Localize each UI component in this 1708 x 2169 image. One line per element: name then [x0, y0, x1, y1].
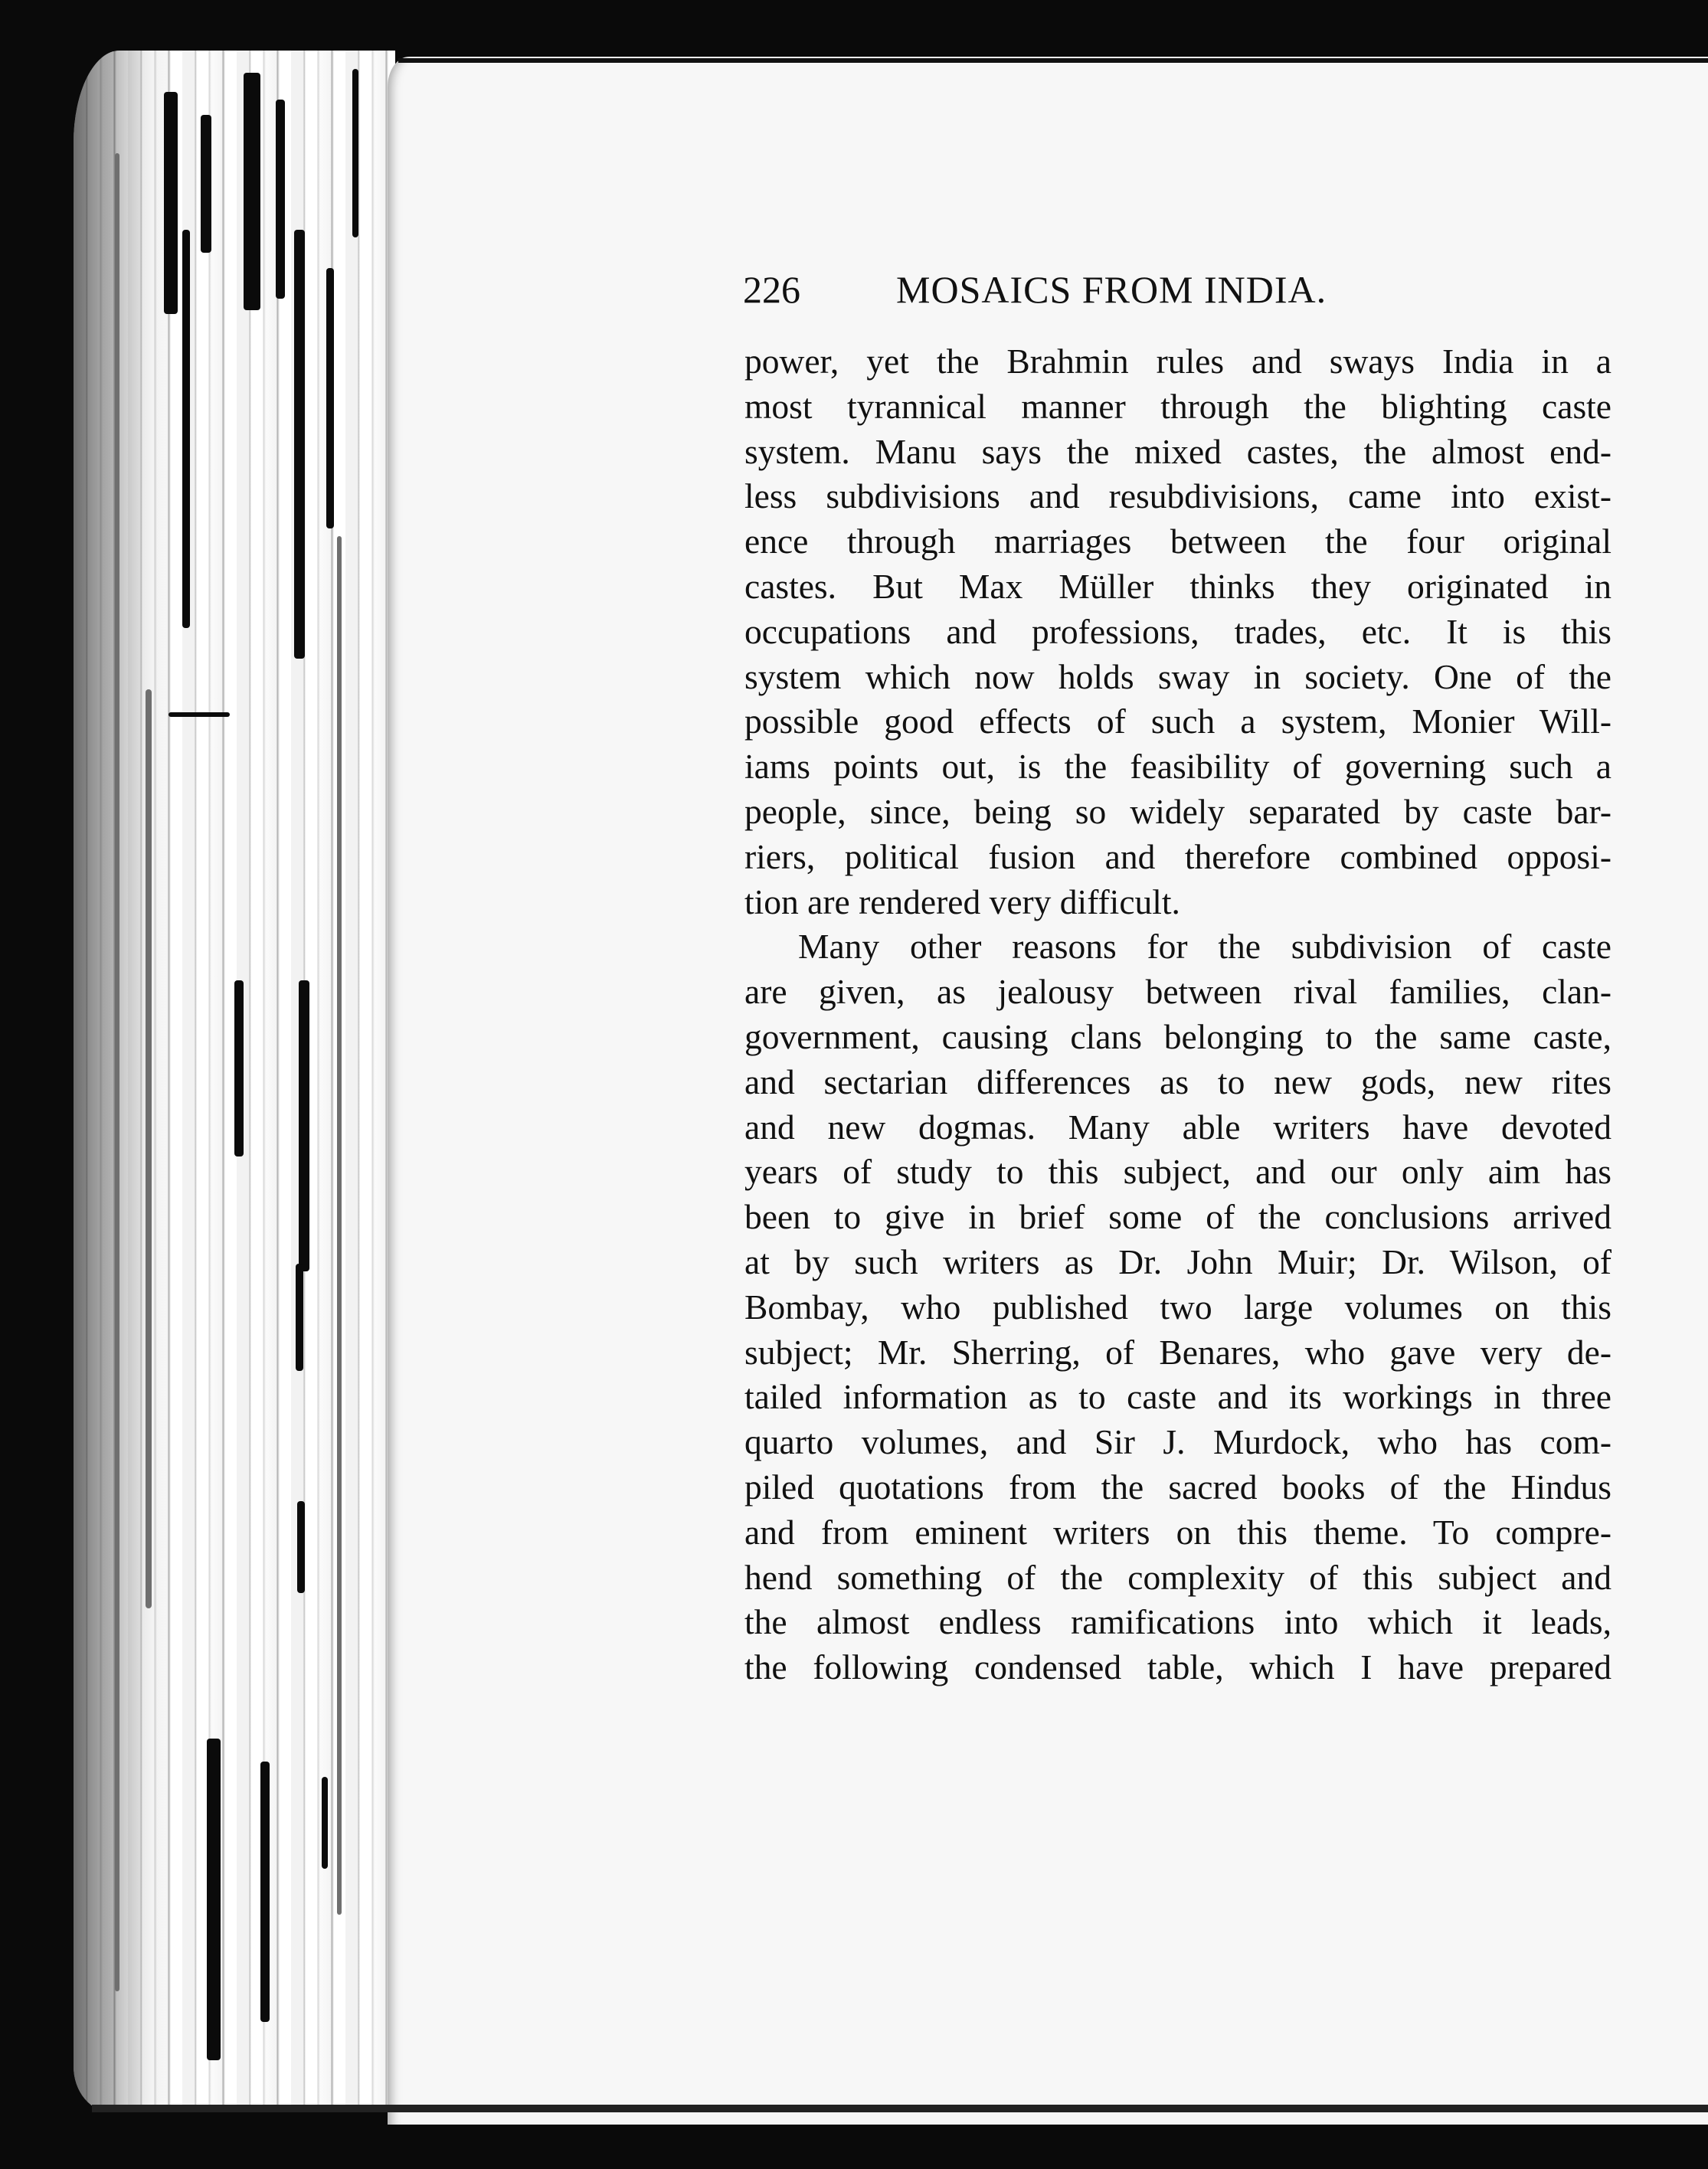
text-line: at by such writers as Dr. John Muir; Dr. Wilson, of: [744, 1242, 1611, 1281]
text-line: and sectarian differences as to new gods, new rites: [744, 1062, 1611, 1101]
edge-streak: [164, 92, 178, 314]
edge-streak: [276, 100, 285, 299]
edge-streak: [260, 1762, 270, 2022]
edge-streak: [169, 712, 230, 717]
text-line: riers, political fusion and therefore combined opposi-: [744, 836, 1611, 876]
edge-streak: [297, 1501, 305, 1593]
text-line: and new dogmas. Many able writers have devoted: [744, 1107, 1611, 1147]
paragraph-2: [744, 924, 1611, 1690]
binding-shadow: [74, 51, 165, 2112]
text-line: ence through marriages between the four original: [744, 522, 1611, 561]
text-line: Many other reasons for the subdivision of caste: [798, 927, 1611, 967]
edge-streak: [201, 115, 211, 253]
text-line: piled quotations from the sacred books of the Hindus: [744, 1467, 1611, 1507]
edge-streak: [296, 1264, 303, 1371]
text-line: less subdivisions and resubdivisions, came into exist-: [744, 476, 1611, 516]
text-line: been to give in brief some of the conclusions arrived: [744, 1197, 1611, 1237]
text-line: most tyrannical manner through the blighting caste: [744, 386, 1611, 426]
edge-streak: [115, 153, 119, 1991]
edge-streak: [322, 1777, 328, 1869]
text-line: the almost endless ramifications into which it leads,: [744, 1602, 1611, 1642]
text-line: quarto volumes, and Sir J. Murdock, who has com-: [744, 1422, 1611, 1462]
text-line: hend something of the complexity of this subject and: [744, 1557, 1611, 1597]
body-text: [744, 339, 1611, 1690]
edge-streak: [337, 536, 342, 1915]
text-line: the following condensed table, which I have prepared: [744, 1647, 1611, 1687]
page-top-edge: [398, 58, 1708, 63]
text-line: occupations and professions, trades, etc. It is this: [744, 611, 1611, 651]
page-bottom-edge: [92, 2105, 1708, 2112]
edge-streak: [244, 73, 260, 310]
edge-streak: [146, 689, 152, 1608]
text-line: power, yet the Brahmin rules and sways India in a: [744, 342, 1611, 381]
book-title: MOSAICS FROM INDIA.: [896, 268, 1327, 311]
running-head: [743, 259, 1610, 320]
edge-streak: [299, 980, 309, 1271]
edge-streak: [234, 980, 244, 1156]
text-line: tailed information as to caste and its workings in three: [744, 1377, 1611, 1417]
text-line: castes. But Max Müller thinks they originated in: [744, 566, 1611, 606]
edge-streak: [182, 230, 190, 628]
edge-streak: [352, 69, 358, 237]
page-number: 226: [743, 268, 800, 311]
text-line: tion are rendered very difficult.: [744, 882, 1180, 921]
text-line: Bombay, who published two large volumes on this: [744, 1287, 1611, 1327]
text-line: system. Manu says the mixed castes, the almost end-: [744, 431, 1611, 471]
text-line: iams points out, is the feasibility of governing such a: [744, 747, 1611, 787]
text-line: possible good effects of such a system, Monier Will-: [744, 702, 1611, 741]
edge-streak: [294, 230, 305, 659]
text-line: and from eminent writers on this theme. To compre-: [744, 1512, 1611, 1552]
text-line: years of study to this subject, and our only aim has: [744, 1152, 1611, 1192]
text-line: government, causing clans belonging to the same caste,: [744, 1016, 1611, 1056]
text-line: are given, as jealousy between rival families, clan-: [744, 972, 1611, 1012]
edge-streak: [207, 1739, 221, 2060]
text-line: people, since, being so widely separated by caste bar-: [744, 791, 1611, 831]
edge-streak: [326, 268, 334, 528]
paragraph-1: [744, 339, 1611, 924]
text-line: system which now holds sway in society. One of the: [744, 656, 1611, 696]
text-line: subject; Mr. Sherring, of Benares, who gave very de-: [744, 1332, 1611, 1372]
